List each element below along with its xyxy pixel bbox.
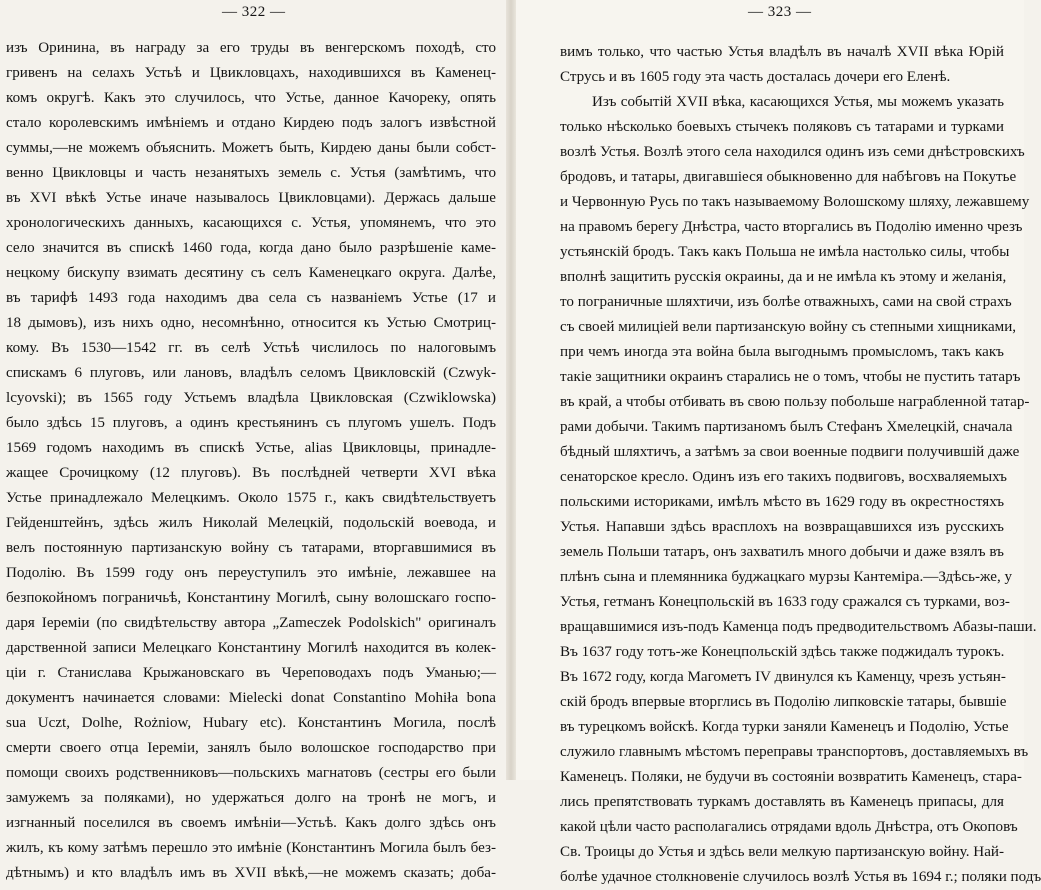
text-line: sua Uczt, Dolhe, Rożniow, Hubary etc). Константинъ Могила, послѣ bbox=[6, 715, 496, 731]
text-line: изгнанный поселился въ своемъ имѣніи—Устьѣ. Какъ долго здѣсь онъ bbox=[6, 815, 496, 831]
text-line: только нѣсколько боевыхъ стычекъ поляковъ съ татарами и турками bbox=[560, 119, 1004, 135]
text-line: болѣе удачное столкновеніе случилось возлѣ Устья въ 1694 г.; поляки подъ bbox=[560, 869, 1041, 885]
left-page-text bbox=[6, 36, 496, 886]
text-line: Струсь и въ 1605 году эта часть досталась дочери его Еленѣ. bbox=[560, 69, 951, 85]
text-line: скій бродъ впервые вторглись въ Подолію липковскіе татары, бывшіе bbox=[560, 694, 1007, 710]
text-line: Устья. Напавши здѣсь врасплохъ на возвращавшихся изъ русскихъ bbox=[560, 519, 1004, 535]
text-line: нецкому бискупу взимать десятину съ селъ Каменецкаго округа. Далѣе, bbox=[6, 265, 496, 281]
text-line: безпокойномъ пограничьѣ, Константину Могилѣ, сыну волошскаго госпо- bbox=[6, 590, 496, 606]
text-line: 18 дымовъ), изъ нихъ одно, несомнѣнно, относится къ Устью Смотриц- bbox=[6, 315, 496, 331]
text-line: бродовъ, и татары, двигавшіеся обыкновенно для набѣговъ на Покутье bbox=[560, 169, 1017, 185]
text-line: гривенъ на селахъ Устьѣ и Цвикловцахъ, находившихся въ Каменец- bbox=[6, 65, 496, 81]
text-line: вполнѣ защитить русскія окраины, да и не имѣла къ этому и желанія, bbox=[560, 269, 1007, 285]
text-line: служило главнымъ мѣстомъ переправы транспортовъ, доставляемыхъ въ bbox=[560, 744, 1029, 760]
text-line: въ тарифѣ 1493 года находимъ два села съ названіемъ Устье (17 и bbox=[6, 290, 496, 306]
text-line: Подолію. Въ 1599 году онъ переуступилъ это имѣніе, лежавшее на bbox=[6, 565, 496, 581]
text-line: какой цѣли часто располагались отрядами вдоль Днѣстра, отъ Окоповъ bbox=[560, 819, 1018, 835]
text-line: въ XVI вѣкѣ Устье иначе называлось Цвикловцами). Держась дальше bbox=[6, 190, 496, 206]
text-line: документъ начинается словами: Mielecki donat Constantino Mohiła bona bbox=[6, 690, 496, 706]
text-line: ціи г. Станислава Крыжановскаго въ Череповодахъ подъ Уманью;— bbox=[6, 665, 496, 681]
text-line: и Червонную Русь по такъ называемому Волошскому шляху, лежавшему bbox=[560, 194, 1030, 210]
text-line: Въ 1672 году, когда Магометъ IV двинулся къ Каменцу, чрезъ устьян- bbox=[560, 669, 1006, 685]
text-line: жилъ, къ кому затѣмъ перешло это имѣніе (Константинъ Могила былъ без- bbox=[6, 840, 496, 856]
text-line: Устье принадлежало Мелецкимъ. Около 1575 г., какъ свидѣтельствуетъ bbox=[6, 490, 496, 506]
text-line: при чемъ иногда эта война была выгоднымъ промысломъ, такъ какъ bbox=[560, 344, 1004, 360]
page-gutter bbox=[506, 0, 516, 780]
text-line: стало королевскимъ имѣніемъ и отдано Кирдею подъ залогъ извѣстной bbox=[6, 115, 496, 131]
text-line: дарственной записи Мелецкаго Константину Могилѣ находится въ колек- bbox=[6, 640, 496, 656]
text-line: возлѣ Устья. Возлѣ этого села находился одинъ изъ семи днѣстровскихъ bbox=[560, 144, 1025, 160]
left-page bbox=[0, 0, 506, 881]
text-line: помощи своихъ родственниковъ—польскихъ магнатовъ (сестры его были bbox=[6, 765, 496, 781]
text-line: суммы,—не можемъ объяснить. Можетъ быть, Кирдею даны были собст- bbox=[6, 140, 496, 156]
page-number-right: — 323 — bbox=[748, 4, 812, 20]
text-line: было здѣсь 15 плуговъ, а одинъ крестьянинъ съ плугомъ ушелъ. Подъ bbox=[6, 415, 496, 431]
text-line: хронологическихъ данныхъ, касающихся с. Устья, упомянемъ, что это bbox=[6, 215, 496, 231]
text-line: земель Польши татаръ, онъ захватилъ много добычи и даже взялъ въ bbox=[560, 544, 1004, 560]
text-line: лись препятствовать туркамъ доставлять въ Каменецъ припасы, для bbox=[560, 794, 1004, 810]
text-line: замужемъ за поляками), но удержаться долго на тронѣ не могъ, и bbox=[6, 790, 496, 806]
text-line: такіе защитники окраинъ старались не о томъ, чтобы не пустить татаръ bbox=[560, 369, 1021, 385]
text-line: смерти своего отца Іереміи, занялъ было волошское господарство при bbox=[6, 740, 496, 756]
text-line: даря Іереміи (по свидѣтельству автора „Zameczek Podolskich" оригиналъ bbox=[6, 615, 496, 631]
text-line: село значится въ спискѣ 1460 года, когда дано было разрѣшеніе каме- bbox=[6, 240, 496, 256]
text-line: Устья, гетманъ Конецпольскій въ 1633 году сражался съ турками, воз- bbox=[560, 594, 1010, 610]
text-line: lcyovski); въ 1565 году Устьемъ владѣла Цвикловская (Czwiklowska) bbox=[6, 390, 496, 406]
text-line: плѣнъ сына и племянника буджацкаго мурзы Кантеміра.—Здѣсь-же, у bbox=[560, 569, 1013, 585]
text-line: 1569 годомъ находимъ въ спискѣ Устье, alias Цвикловцы, принадле- bbox=[6, 440, 496, 456]
text-line: въ турецкомъ войскѣ. Когда турки заняли Каменецъ и Подолію, Устье bbox=[560, 719, 1009, 735]
text-line: изъ Оринина, въ награду за его труды въ венгерскомъ походѣ, сто bbox=[6, 40, 496, 56]
text-line: сенаторское кресло. Одинъ изъ его такихъ подвиговъ, восхваляемыхъ bbox=[560, 469, 1007, 485]
text-line: рами добычи. Такимъ партизаномъ былъ Стефанъ Хмелецкій, сначала bbox=[560, 419, 1013, 435]
text-line: комъ округѣ. Какъ это случилось, что Устье, данное Качореку, опять bbox=[6, 90, 496, 106]
page-number-left: — 322 — bbox=[222, 4, 286, 20]
text-line: съ своей милиціей вели партизанскую войну съ степными хищниками, bbox=[560, 319, 1017, 335]
text-line: жащее Срочицкому (12 плуговъ). Въ послѣдней четверти XVI вѣка bbox=[6, 465, 496, 481]
text-line: въ край, а чтобы отбивать въ свою пользу побольше награбленной татар- bbox=[560, 394, 1030, 410]
text-line: Изъ событій XVII вѣка, касающихся Устья, мы можемъ указать bbox=[592, 94, 1004, 110]
text-line: польскими историками, имѣлъ мѣсто въ 1629 году въ окрестностяхъ bbox=[560, 494, 1004, 510]
text-line: венно Цвикловцы и часть незанятыхъ земель с. Устья (замѣтимъ, что bbox=[6, 165, 496, 181]
text-line: то пограничные шляхтичи, изъ болѣе отважныхъ, сами на свой страхъ bbox=[560, 294, 1012, 310]
text-line: кому. Въ 1530—1542 гг. въ селѣ Устьѣ числилось по налоговымъ bbox=[6, 340, 496, 356]
right-page bbox=[516, 0, 1041, 885]
text-line: бѣдный шляхтичъ, а затѣмъ за свои военные подвиги получившій даже bbox=[560, 444, 1020, 460]
text-line: дѣтнымъ) и кто владѣлъ имъ въ XVII вѣкѣ,—не можемъ сказать; доба- bbox=[6, 865, 496, 881]
text-line: вращавшимися изъ-подъ Каменца подъ предводительствомъ Абазы-паши. bbox=[560, 619, 1037, 635]
text-line: устьянскій бродъ. Такъ какъ Польша не имѣла настолько силы, чтобы bbox=[560, 244, 1010, 260]
text-line: вимъ только, что частью Устья владѣлъ въ началѣ XVII вѣка Юрій bbox=[560, 44, 1004, 60]
text-line: Св. Троицы до Устья и здѣсь вели мелкую партизанскую войну. Най- bbox=[560, 844, 1004, 860]
text-line: Каменецъ. Поляки, не будучи въ состояніи возвратить Каменецъ, стара- bbox=[560, 769, 1022, 785]
text-line: Гейденштейнъ, здѣсь жилъ Николай Мелецкій, подольскій воевода, и bbox=[6, 515, 496, 531]
right-page-text bbox=[560, 40, 1041, 890]
text-line: Въ 1637 году тотъ-же Конецпольскій здѣсь также поджидалъ турокъ. bbox=[560, 644, 1005, 660]
text-line: спискамъ 6 плуговъ, или лановъ, владѣлъ селомъ Цвикловскій (Czwyk- bbox=[6, 365, 496, 381]
text-line: на правомъ берегу Днѣстра, часто вторгались въ Подолію именно чрезъ bbox=[560, 219, 1023, 235]
text-line: велъ постоянную партизанскую войну съ татарами, вторгавшимися въ bbox=[6, 540, 496, 556]
